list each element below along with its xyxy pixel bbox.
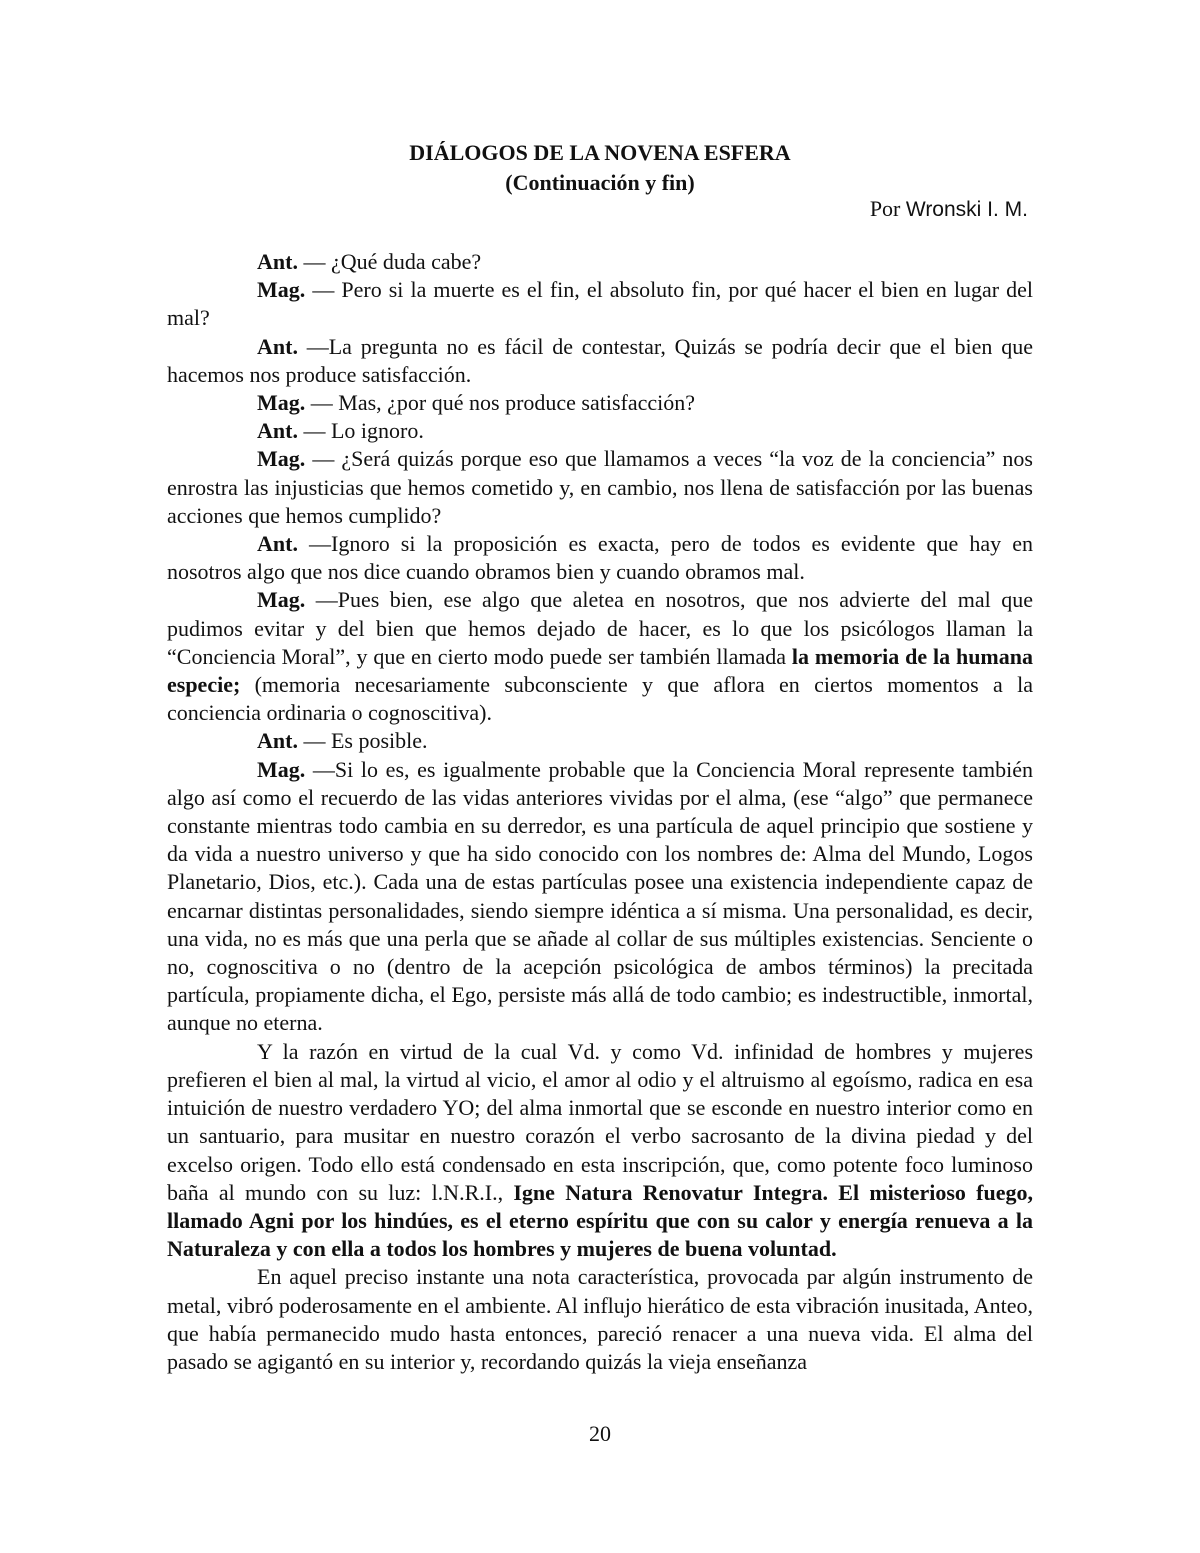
paragraph-text: — Es posible.	[297, 728, 428, 754]
article-subtitle: (Continuación y fin)	[505, 170, 695, 195]
paragraph-text: — Lo ignoro.	[297, 418, 424, 444]
paragraph-text: — ¿Será quizás porque eso que llamamos a veces “la voz de la conciencia” nos enrostra las injusticias que hemos cometido y, en cambio, nos llena de satisfacción por las buenas acciones que hemos cumplido?	[167, 446, 1033, 528]
paragraph	[167, 586, 1033, 727]
paragraph	[167, 727, 1033, 755]
paragraph-text: — ¿Qué duda cabe?	[297, 249, 482, 274]
article-title: DIÁLOGOS DE LA NOVENA ESFERA	[409, 140, 791, 165]
paragraph	[167, 445, 1033, 530]
speaker-label: Mag.	[257, 756, 306, 782]
paragraph	[167, 1038, 1033, 1264]
article-body	[167, 248, 1033, 1376]
paragraph	[167, 756, 1033, 1038]
paragraph-text-rest: (memoria necesariamente subconsciente y que aflora en ciertos momentos a la conciencia ordinaria o cognoscitiva).	[167, 672, 1033, 726]
bold-phrase: la memoria de la humana especie;	[167, 643, 1033, 698]
paragraph-text: — Mas, ¿por qué nos produce satisfacción?	[305, 390, 696, 416]
paragraph-text: —Si lo es, es igualmente probable que la Conciencia Moral represente también algo así como el recuerdo de las vidas anteriores vividas por el alma, (ese “algo” que permanece constante mientras todo cambia en su derredor, es una partícula de aquel principio que sostiene y da vida a nuestro universo y que ha sido conocido con los nombres de: Alma del Mundo, Logos Planetario, Dios, etc.). Cada una de estas partículas posee una existencia independiente capaz de encarnar distintas personalidades, siendo siempre idéntica a sí misma. Una personalidad, es decir, una vida, no es más que una perla que se añade al collar de sus múltiples existencias. Senciente o no, cognoscitiva o no (dentro de la acepción psicológica de ambos términos) la precitada partícula, propiamente dicha, el Ego, persiste más allá de todo cambio; es indestructible, inmortal, aunque no eterna.	[167, 756, 1033, 1036]
speaker-label: Ant.	[257, 333, 298, 359]
speaker-label: Ant.	[257, 249, 298, 274]
paragraph-text: — Pero si la muerte es el fin, el absoluto fin, por qué hacer el bien en lugar del mal?	[167, 277, 1033, 331]
speaker-label: Ant.	[257, 531, 298, 557]
speaker-label: Mag.	[257, 277, 306, 303]
speaker-label: Ant.	[257, 418, 298, 444]
paragraph	[167, 333, 1033, 389]
bold-phrase: Igne Natura Renovatur Integra. El misterioso fuego, llamado Agni por los hindúes, es el eterno espíritu que con su calor y energía renueva a la Naturaleza y con ella a todos los hombres y mujeres de buena voluntad.	[167, 1179, 1033, 1262]
paragraph	[167, 248, 1033, 276]
paragraph-text: —La pregunta no es fácil de contestar, Quizás se podría decir que el bien que hacemos nos produce satisfacción.	[167, 333, 1033, 387]
byline-prefix: Por	[869, 196, 906, 221]
speaker-label: Mag.	[257, 587, 306, 613]
speaker-label: Mag.	[257, 446, 306, 472]
paragraph	[167, 530, 1033, 586]
page-number: 20	[589, 1421, 611, 1446]
paragraph	[167, 1263, 1033, 1376]
speaker-label: Mag.	[257, 390, 306, 416]
paragraph	[167, 276, 1033, 332]
paragraph-text: En aquel preciso instante una nota característica, provocada par algún instrumento de metal, vibró poderosamente en el ambiente. Al influjo hierático de esta vibración inusitada, Anteo, que había permanecido mudo hasta entonces, pareció renacer a una nueva vida. El alma del pasado se agigantó en su interior y, recordando quizás la vieja enseñanza	[167, 1264, 1033, 1374]
paragraph-text: Y la razón en virtud de la cual Vd. y como Vd. infinidad de hombres y mujeres prefieren el bien al mal, la virtud al vicio, el amor al odio y el altruismo al egoísmo, radica en esa intuición de nuestro verdadero YO; del alma inmortal que se esconde en nuestro interior como en un santuario, para musitar en nuestro corazón el verbo sacrosanto de la divina piedad y del excelso origen. Todo ello está condensado en esta inscripción, que, como potente foco luminoso baña al mundo con su luz: l.N.R.I.,	[167, 1038, 1033, 1205]
paragraph-text: —Pues bien, ese algo que aletea en nosotros, que nos advierte del mal que pudimos evitar y del bien que hemos dejado de hacer, es lo que los psicólogos llaman la “Conciencia Moral”, y que en cierto modo puede ser también llamada	[167, 587, 1033, 669]
paragraph	[167, 389, 1033, 417]
byline	[870, 196, 1028, 223]
speaker-label: Ant.	[257, 728, 298, 754]
author-name: Wronski I. M.	[905, 198, 1028, 221]
paragraph-text: —Ignoro si la proposición es exacta, pero de todos es evidente que hay en nosotros algo que nos dice cuando obramos bien y cuando obramos mal.	[167, 531, 1033, 585]
paragraph	[167, 417, 1033, 445]
